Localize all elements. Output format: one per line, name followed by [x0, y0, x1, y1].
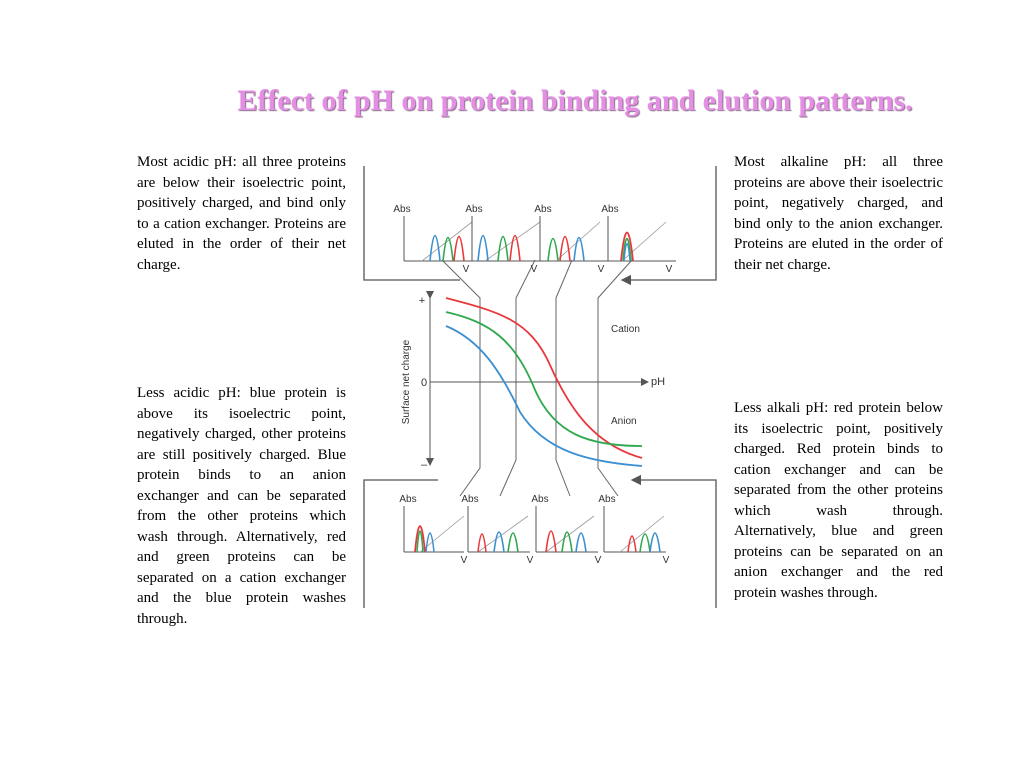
abs-label: Abs: [393, 204, 411, 215]
abs-label: Abs: [465, 204, 483, 215]
v-label: V: [462, 264, 470, 275]
top-panel-3: [534, 204, 608, 261]
slide-title: Effect of pH on protein binding and elution patterns.: [237, 84, 913, 117]
abs-label: Abs: [534, 204, 552, 215]
bottom-panel-1: [399, 494, 464, 552]
minus-sign: –: [420, 459, 428, 471]
cation-label: Cation: [611, 324, 640, 335]
most-acidic-description: Most acidic pH: all three proteins are below their isoelectric point, positively charged, and bind only to a cation exchanger. Proteins are eluted in the order of their net charge.: [137, 154, 346, 273]
v-label: V: [665, 264, 673, 275]
v-label: V: [460, 555, 468, 566]
v-label: V: [594, 555, 602, 566]
v-label: V: [662, 555, 670, 566]
v-label: V: [526, 555, 534, 566]
abs-label: Abs: [598, 494, 616, 505]
v-label: V: [530, 264, 538, 275]
bracket-bottom-right: [632, 480, 716, 608]
bracket-top-right: [622, 166, 716, 280]
less-alkali-description: Less alkali pH: red protein below its isoelectric point, positively charged. Red protein binds to cation exchanger and can be separated from the other proteins which wash through. Alternatively, blue and green proteins can be separated on an anion exchanger and the red protein washes through.: [734, 400, 943, 601]
abs-label: Abs: [531, 494, 549, 505]
top-panel-2: [465, 204, 540, 261]
diagram-svg: [360, 160, 722, 612]
bottom-panel-3: [531, 494, 598, 552]
x-axis-label: pH: [651, 376, 666, 388]
bottom-panel-4: [598, 494, 666, 552]
abs-label: Abs: [601, 204, 619, 215]
abs-label: Abs: [461, 494, 479, 505]
anion-label: Anion: [611, 416, 637, 427]
abs-label: Abs: [399, 494, 417, 505]
funnel-line-1: [442, 260, 480, 496]
plus-sign: +: [418, 295, 426, 307]
zero-label: 0: [420, 377, 428, 389]
bottom-panel-2: [461, 494, 530, 552]
ph-binding-diagram: [360, 160, 722, 612]
most-alkaline-description: Most alkaline pH: all three proteins are above their isoelectric point, negatively charged, and bind only to the anion exchanger. Proteins are eluted in the order of their net charge.: [734, 154, 943, 273]
less-acidic-description: Less acidic pH: blue protein is above its isoelectric point, negatively charged, other proteins are still positively charged. Blue protein binds to an anion exchanger and can be separated from the other proteins which wash through. Alternatively, red and green proteins can be separated on a cation exchanger and the blue protein washes through.: [137, 385, 346, 627]
top-panel-1: [393, 204, 472, 261]
funnel-line-3: [556, 260, 572, 496]
v-label: V: [597, 264, 605, 275]
top-panel-4: [601, 204, 676, 261]
y-axis-label: Surface net charge: [401, 339, 412, 425]
titration-plot: [401, 295, 665, 471]
